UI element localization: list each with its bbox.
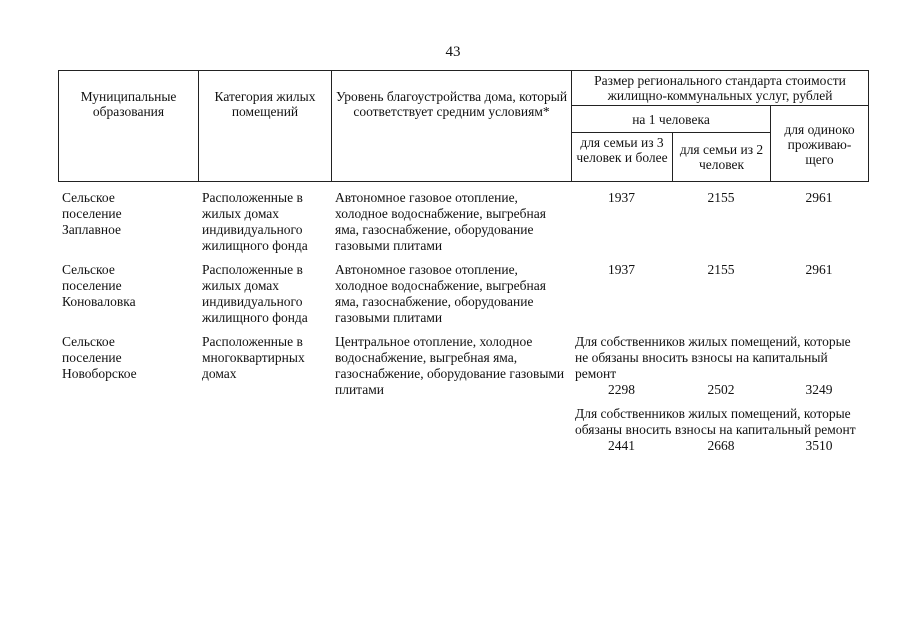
- row-municipality: Сельское поселение Новоборское: [62, 334, 137, 381]
- row-family3: 2298: [608, 382, 635, 397]
- row-single: 2961: [805, 190, 833, 205]
- table-body: [58, 190, 868, 454]
- row-level: Автономное газовое отопление, холодное водоснабжение, выгребная яма, газоснабжение, оборудование газовыми плитами: [335, 190, 546, 253]
- row-level: Центральное отопление, холодное водоснабжение, выгребная яма, газоснабжение, оборудование газовыми плитами: [335, 334, 565, 397]
- row-family2: 2668: [707, 438, 735, 453]
- row-family3: 2441: [608, 438, 635, 453]
- header-single: для одиноко проживаю-щего: [771, 106, 869, 182]
- table-row: [58, 334, 868, 382]
- table-row: [58, 190, 868, 254]
- page-number: 43: [445, 44, 461, 60]
- note-obliged: Для собственников жилых помещений, которые обязаны вносить взносы на капитальный ремонт: [575, 406, 856, 437]
- row-category: Расположенные в многоквартирных домах: [202, 334, 305, 381]
- header-standard: Размер регионального стандарта стоимости жилищно-коммунальных услуг, рублей: [572, 71, 869, 106]
- row-family3: 1937: [608, 190, 635, 205]
- header-family2: для семьи из 2 человек: [673, 133, 771, 182]
- row-single: 3510: [805, 438, 833, 453]
- table-header: [58, 70, 869, 182]
- row-family2: 2502: [707, 382, 735, 397]
- row-category: Расположенные в жилых домах индивидуального жилищного фонда: [202, 262, 308, 325]
- row-family3: 1937: [608, 262, 635, 277]
- note-not-obliged: Для собственников жилых помещений, которые не обязаны вносить взносы на капитальный ремонт: [575, 334, 851, 381]
- row-single: 3249: [805, 382, 833, 397]
- row-municipality: Сельское поселение Заплавное: [62, 190, 122, 237]
- row-family2: 2155: [707, 262, 735, 277]
- row-category: Расположенные в жилых домах индивидуального жилищного фонда: [202, 190, 308, 253]
- row-family2: 2155: [707, 190, 735, 205]
- header-family3: для семьи из 3 человек и более: [572, 133, 673, 182]
- row-level: Автономное газовое отопление, холодное водоснабжение, выгребная яма, газоснабжение, оборудование газовыми плитами: [335, 262, 546, 325]
- header-per-person: на 1 человека: [572, 106, 771, 133]
- row-municipality: Сельское поселение Коноваловка: [62, 262, 136, 309]
- header-level: Уровень благоустройства дома, который соответствует средним условиям*: [332, 71, 572, 182]
- header-category: Категория жилых помещений: [199, 71, 332, 182]
- row-single: 2961: [805, 262, 833, 277]
- table-row: [58, 262, 868, 326]
- header-municipality: Муниципальные образования: [59, 71, 199, 182]
